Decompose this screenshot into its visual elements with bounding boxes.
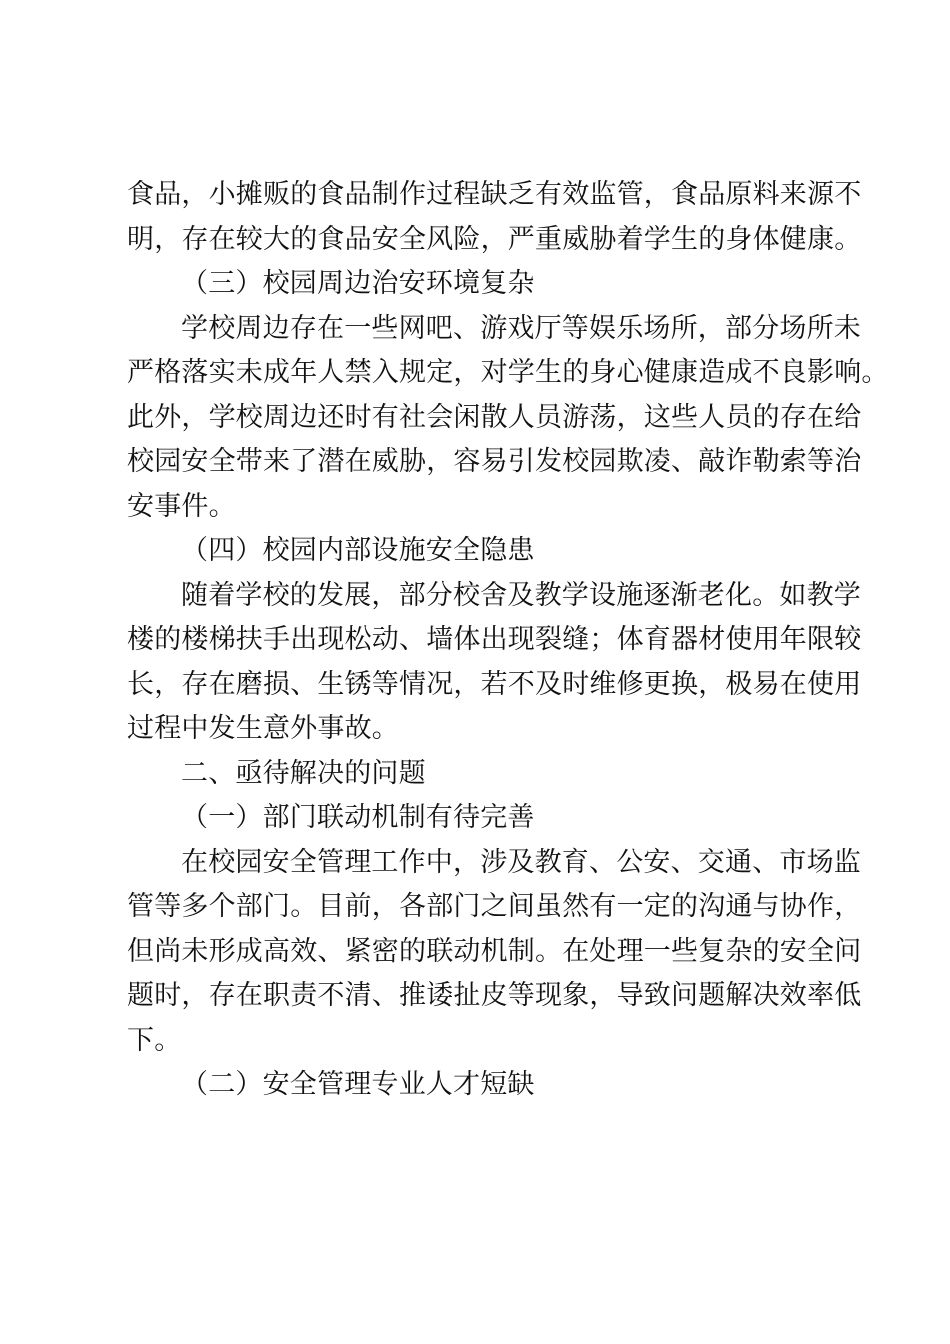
text-line: 长，存在磨损、生锈等情况，若不及时维修更换，极易在使用 [127, 668, 862, 700]
text-line: 校园安全带来了潜在威胁，容易引发校园欺凌、敲诈勒索等治 [127, 446, 862, 477]
document-body [127, 173, 889, 1108]
text-line: 明，存在较大的食品安全风险，严重威胁着学生的身体健康。 [127, 223, 862, 255]
text-line: 下。 [127, 1024, 182, 1056]
text-line: 但尚未形成高效、紧密的联动机制。在处理一些复杂的安全问 [127, 935, 862, 967]
section-heading: （一）部门联动机制有待完善 [181, 802, 535, 833]
text-line: 此外，学校周边还时有社会闲散人员游荡，这些人员的存在给 [127, 401, 862, 433]
section-heading: （二）安全管理专业人才短缺 [181, 1069, 535, 1100]
text-line: 食品，小摊贩的食品制作过程缺乏有效监管，食品原料来源不 [127, 179, 862, 210]
text-line: 楼的楼梯扶手出现松动、墙体出现裂缝；体育器材使用年限较 [127, 624, 862, 655]
paragraph-start: 随着学校的发展，部分校舍及教学设施逐渐老化。如教学 [181, 579, 861, 611]
paragraph-start: 在校园安全管理工作中，涉及教育、公安、交通、市场监 [181, 846, 861, 878]
text-line: 安事件。 [127, 490, 236, 522]
text-line: 题时，存在职责不清、推诿扯皮等现象，导致问题解决效率低 [127, 980, 862, 1011]
text-line: 管等多个部门。目前，各部门之间虽然有一定的沟通与协作， [127, 891, 862, 922]
section-heading: （三）校园周边治安环境复杂 [181, 268, 535, 299]
text-line: 过程中发生意外事故。 [127, 713, 399, 744]
paragraph-start: 学校周边存在一些网吧、游戏厅等娱乐场所，部分场所未 [181, 312, 861, 344]
chapter-heading: 二、亟待解决的问题 [181, 757, 426, 789]
section-heading: （四）校园内部设施安全隐患 [181, 535, 535, 566]
text-line: 严格落实未成年人禁入规定，对学生的身心健康造成不良影响。 [127, 357, 889, 388]
